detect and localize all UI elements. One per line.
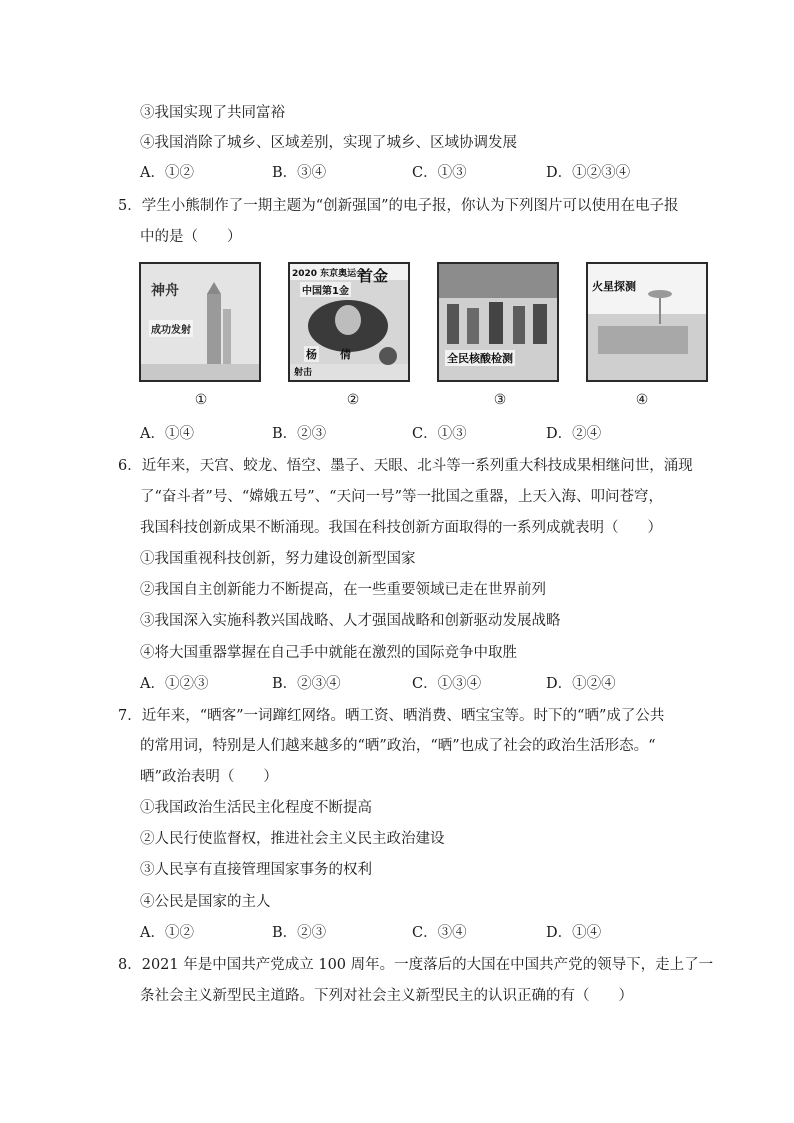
pic2-sport: 射击: [294, 368, 313, 378]
option-c[interactable]: C．①③: [412, 165, 467, 181]
pic1-caption: 成功发射: [149, 320, 193, 337]
picture-3-label: ③: [493, 392, 507, 408]
question-6-stem-cont: 了“奋斗者”号、“嫦娥五号”、“天问一号”等一批国之重器，上天入海、叩问苍穹，: [140, 489, 663, 505]
question-8-stem: 8．2021 年是中国共产党成立 100 周年。一度落后的大国在中国共产党的领导下，走上了一: [118, 957, 714, 973]
q5-options: [140, 424, 700, 444]
question-7-stem-cont: 的常用词，特别是人们越来越多的“晒”政治，“晒”也成了社会的政治生活形态。“: [140, 738, 656, 754]
option-d[interactable]: D．①②③④: [546, 165, 631, 181]
question-6-stem: 6．近年来，天宫、蛟龙、悟空、墨子、天眼、北斗等一系列重大科技成果相继问世，涌现: [118, 458, 693, 474]
option-c[interactable]: C．③④: [412, 925, 467, 941]
option-d[interactable]: D．①②④: [546, 676, 616, 692]
picture-2-label: ②: [346, 392, 360, 408]
picture-4: [586, 262, 708, 382]
question-6-stem-cont-2: 我国科技创新成果不断涌现。我国在科技创新方面取得的一系列成就表明（ ）: [140, 520, 662, 536]
pic2-event: 2020 东京奥运会: [292, 269, 366, 279]
question-6-statement-1: ①我国重视科技创新，努力建设创新型国家: [140, 551, 416, 567]
pic2-name-1: 杨: [306, 348, 317, 361]
option-b[interactable]: B．②③④: [272, 676, 341, 692]
option-c[interactable]: C．①③④: [412, 676, 482, 692]
pic4-caption: 火星探测: [592, 280, 636, 293]
option-c[interactable]: C．①③: [412, 426, 467, 442]
statement-4: ④我国消除了城乡、区域差别，实现了城乡、区域协调发展: [140, 135, 517, 151]
picture-3: [437, 262, 559, 382]
question-6-statement-3: ③我国深入实施科教兴国战略、人才强国战略和创新驱动发展战略: [140, 613, 561, 629]
picture-4-label: ④: [635, 392, 649, 408]
option-b[interactable]: B．③④: [272, 165, 327, 181]
question-6-statement-4: ④将大国重器掌握在自己手中就能在激烈的国际竞争中取胜: [140, 645, 517, 661]
question-5-stem: 5．学生小熊制作了一期主题为“创新强国”的电子报，你认为下列图片可以使用在电子报: [118, 198, 679, 214]
option-d[interactable]: D．②④: [546, 426, 602, 442]
option-a[interactable]: A．①②: [140, 925, 194, 941]
question-7-statement-2: ②人民行使监督权，推进社会主义民主政治建设: [140, 831, 445, 847]
question-7-stem-cont-2: 晒”政治表明（ ）: [140, 769, 278, 785]
q6-options: [140, 674, 700, 694]
option-a[interactable]: A．①②: [140, 165, 194, 181]
question-7-stem: 7．近年来，“晒客”一词蹿红网络。晒工资、晒消费、晒宝宝等。时下的“晒”成了公共: [118, 708, 665, 724]
q7-options: [140, 923, 700, 943]
pic3-caption: 全民核酸检测: [447, 352, 513, 365]
pic2-subhead: 中国第1金: [300, 282, 351, 297]
q4-options: [140, 163, 700, 183]
question-7-statement-3: ③人民享有直接管理国家事务的权利: [140, 862, 372, 878]
question-7-statement-1: ①我国政治生活民主化程度不断提高: [140, 800, 372, 816]
option-a[interactable]: A．①④: [140, 426, 194, 442]
option-a[interactable]: A．①②③: [140, 676, 209, 692]
statement-3: ③我国实现了共同富裕: [140, 105, 285, 121]
picture-1-label: ①: [194, 392, 208, 408]
pic2-name-2: 倩: [340, 348, 351, 361]
option-b[interactable]: B．②③: [272, 426, 327, 442]
question-7-statement-4: ④公民是国家的主人: [140, 894, 271, 910]
picture-1: [139, 262, 261, 382]
option-b[interactable]: B．②③: [272, 925, 327, 941]
question-8-stem-cont: 条社会主义新型民主道路。下列对社会主义新型民主的认识正确的有（ ）: [140, 988, 633, 1004]
option-d[interactable]: D．①④: [546, 925, 602, 941]
pic1-title: 神舟: [151, 283, 179, 299]
pic2-headline: 首金: [358, 267, 389, 285]
picture-2: [288, 262, 410, 382]
question-6-statement-2: ②我国自主创新能力不断提高，在一些重要领域已走在世界前列: [140, 582, 546, 598]
question-5-stem-cont: 中的是（ ）: [140, 229, 242, 245]
